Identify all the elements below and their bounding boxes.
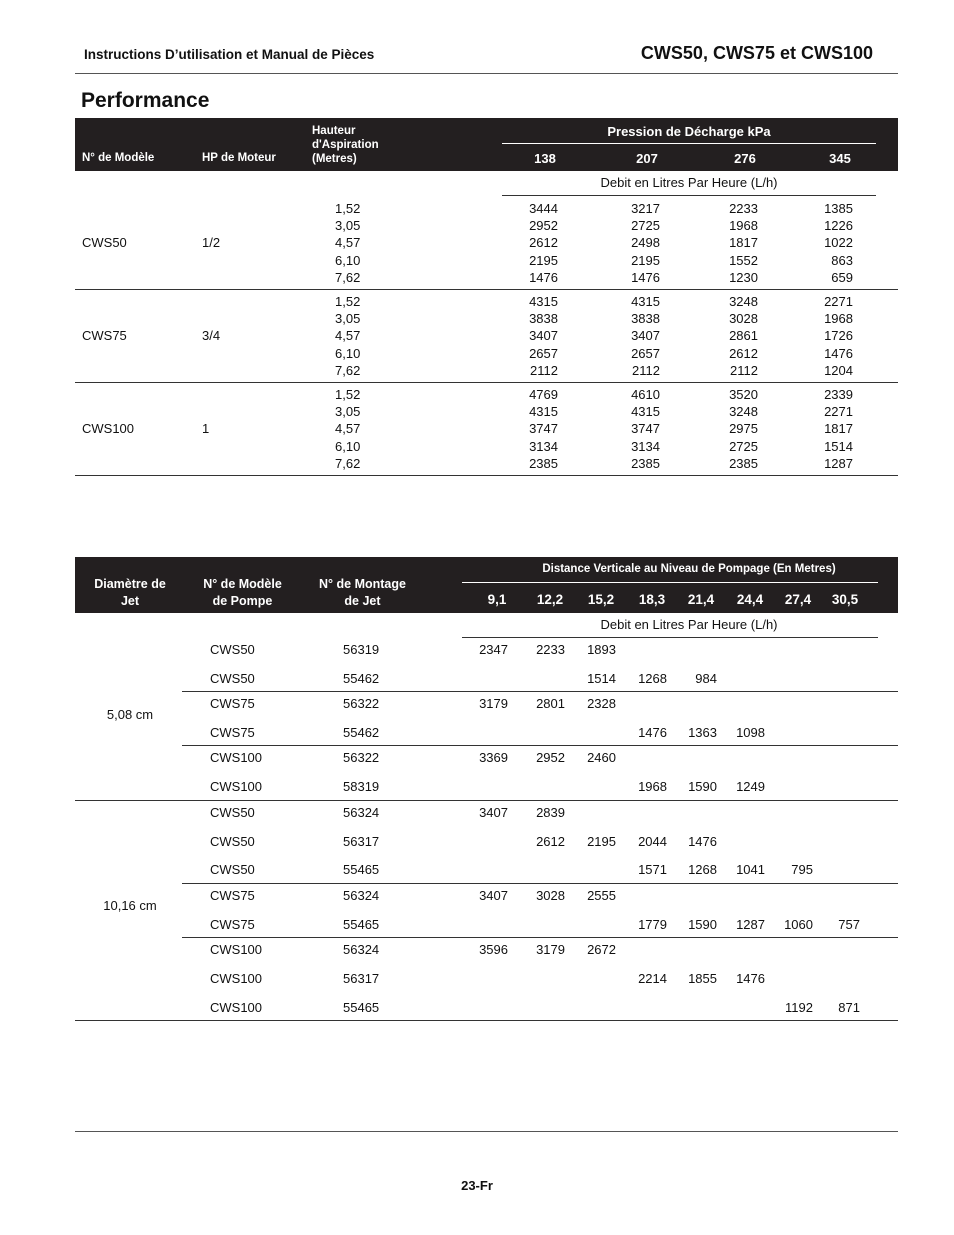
jet-mount: 55465 bbox=[343, 862, 380, 878]
flow-value: 863 bbox=[831, 252, 853, 268]
flow-value: 1726 bbox=[824, 328, 853, 344]
flow-value: 3407 bbox=[479, 804, 508, 820]
flow-value: 795 bbox=[791, 862, 813, 878]
flow-value: 3520 bbox=[729, 387, 758, 402]
flow-value: 1779 bbox=[638, 916, 667, 932]
flow-value: 2271 bbox=[824, 294, 853, 309]
motor-hp: 1/2 bbox=[202, 235, 221, 251]
pump-model: CWS75 bbox=[210, 887, 255, 903]
jet-mount: 55462 bbox=[343, 670, 380, 686]
group-rule bbox=[75, 289, 898, 290]
model-group-rule bbox=[182, 883, 898, 884]
flow-value: 1249 bbox=[736, 779, 765, 795]
column-header-suction: Hauteur bbox=[312, 125, 356, 137]
flow-value: 871 bbox=[838, 999, 860, 1015]
suction-value: 1,52 bbox=[335, 387, 361, 402]
flow-value: 2195 bbox=[631, 252, 660, 268]
flow-value: 1204 bbox=[824, 362, 853, 378]
flow-value: 2839 bbox=[536, 804, 565, 820]
pump-model: CWS100 bbox=[210, 970, 263, 986]
flow-value: 1476 bbox=[529, 269, 558, 285]
pump-model: CWS100 bbox=[210, 750, 263, 766]
flow-value: 2801 bbox=[536, 696, 565, 712]
flow-value: 3596 bbox=[479, 941, 508, 957]
flow-value: 1855 bbox=[688, 970, 717, 986]
flow-value: 1817 bbox=[824, 421, 853, 437]
pump-model: CWS50 bbox=[210, 833, 255, 849]
distance-column-header: 9,1 bbox=[487, 592, 507, 607]
jet-mount: 56317 bbox=[343, 970, 380, 986]
flow-value: 1041 bbox=[736, 862, 765, 878]
pressure-header: Pression de Décharge kPa bbox=[607, 124, 771, 139]
suction-value: 4,57 bbox=[335, 328, 361, 344]
model-name: CWS50 bbox=[82, 235, 127, 251]
pump-model: CWS50 bbox=[210, 804, 255, 820]
jet-mount: 55465 bbox=[343, 999, 380, 1015]
flow-value: 2233 bbox=[536, 642, 565, 657]
column-header-suction: d'Aspiration bbox=[312, 139, 379, 151]
suction-value: 4,57 bbox=[335, 235, 361, 251]
flow-value: 1363 bbox=[688, 725, 717, 741]
flow-value: 1226 bbox=[824, 218, 853, 234]
suction-value: 7,62 bbox=[335, 455, 361, 471]
flow-value: 2195 bbox=[587, 833, 616, 849]
suction-value: 3,05 bbox=[335, 218, 361, 234]
column-header-suction: (Metres) bbox=[312, 153, 357, 165]
flow-value: 2657 bbox=[631, 345, 660, 361]
motor-hp: 1 bbox=[202, 421, 210, 437]
jet-mount: 56319 bbox=[343, 642, 380, 657]
jet-mount: 55465 bbox=[343, 916, 380, 932]
flow-value: 2112 bbox=[730, 362, 758, 378]
flow-value: 2214 bbox=[638, 970, 667, 986]
pressure-column-header: 207 bbox=[636, 151, 658, 166]
flow-value: 1060 bbox=[784, 916, 813, 932]
flow-value: 1590 bbox=[688, 779, 717, 795]
flow-value: 2460 bbox=[587, 750, 616, 766]
flow-value: 4315 bbox=[529, 404, 558, 420]
section-rule bbox=[75, 1020, 898, 1021]
pressure-column-header: 138 bbox=[534, 151, 556, 166]
jet-mount: 56322 bbox=[343, 696, 380, 712]
flow-value: 2725 bbox=[729, 438, 758, 454]
flow-value: 3248 bbox=[729, 404, 758, 420]
flow-value: 3407 bbox=[631, 328, 660, 344]
flow-value: 1098 bbox=[736, 725, 765, 741]
flow-value: 2112 bbox=[632, 362, 660, 378]
suction-value: 7,62 bbox=[335, 269, 361, 285]
flow-value: 757 bbox=[838, 916, 860, 932]
flow-value: 2339 bbox=[824, 387, 853, 402]
jet-mount: 56324 bbox=[343, 804, 380, 820]
column-header-pump-model: N° de Modèle bbox=[203, 577, 282, 591]
jet-mount: 55462 bbox=[343, 725, 380, 741]
flow-value: 3369 bbox=[479, 750, 508, 766]
flow-value: 4769 bbox=[529, 387, 558, 402]
suction-value: 3,05 bbox=[335, 404, 361, 420]
flow-label-rule bbox=[462, 637, 878, 638]
group-rule bbox=[75, 475, 898, 476]
pump-model: CWS50 bbox=[210, 642, 255, 657]
flow-value: 3407 bbox=[479, 887, 508, 903]
pump-model: CWS75 bbox=[210, 725, 255, 741]
column-header-jet: Diamètre de bbox=[94, 577, 166, 591]
flow-value: 2672 bbox=[587, 941, 616, 957]
model-group-rule bbox=[182, 937, 898, 938]
pump-model: CWS50 bbox=[210, 670, 255, 686]
flow-value: 3407 bbox=[529, 328, 558, 344]
flow-value: 2385 bbox=[631, 455, 660, 471]
section-rule bbox=[75, 800, 898, 801]
jet-mount: 56317 bbox=[343, 833, 380, 849]
suction-value: 6,10 bbox=[335, 345, 361, 361]
flow-value: 1192 bbox=[785, 999, 813, 1015]
flow-label: Debit en Litres Par Heure (L/h) bbox=[600, 617, 778, 632]
pump-model: CWS100 bbox=[210, 941, 263, 957]
footer-rule bbox=[75, 1131, 898, 1132]
suction-value: 6,10 bbox=[335, 438, 361, 454]
flow-value: 1476 bbox=[638, 725, 667, 741]
flow-value: 1476 bbox=[736, 970, 765, 986]
column-header-jet-mount: de Jet bbox=[344, 594, 381, 608]
column-header-hp: HP de Moteur bbox=[202, 152, 276, 164]
pump-model: CWS75 bbox=[210, 916, 255, 932]
distance-column-header: 21,4 bbox=[687, 592, 715, 607]
flow-value: 2385 bbox=[529, 455, 558, 471]
distance-column-header: 15,2 bbox=[587, 592, 615, 607]
header-divider bbox=[502, 143, 876, 144]
flow-value: 3179 bbox=[536, 941, 565, 957]
distance-column-header: 24,4 bbox=[736, 592, 764, 607]
page-number: 23-Fr bbox=[461, 1178, 493, 1193]
suction-value: 1,52 bbox=[335, 294, 361, 309]
flow-value: 4315 bbox=[529, 294, 558, 309]
flow-value: 1893 bbox=[587, 642, 616, 657]
flow-value: 2725 bbox=[631, 218, 660, 234]
column-header-pump-model: de Pompe bbox=[212, 594, 273, 608]
document-header-left: Instructions D’utilisation et Manual de Pièces bbox=[84, 47, 375, 62]
pump-model: CWS100 bbox=[210, 999, 263, 1015]
flow-value: 2952 bbox=[529, 218, 558, 234]
flow-value: 2612 bbox=[536, 833, 565, 849]
column-header-model: N° de Modèle bbox=[82, 152, 155, 164]
flow-value: 1268 bbox=[688, 862, 717, 878]
flow-value: 3217 bbox=[631, 201, 660, 216]
flow-value: 3747 bbox=[631, 421, 660, 437]
flow-label-rule bbox=[502, 195, 876, 196]
flow-value: 4315 bbox=[631, 294, 660, 309]
flow-value: 2861 bbox=[729, 328, 758, 344]
flow-value: 1590 bbox=[688, 916, 717, 932]
flow-value: 3134 bbox=[529, 438, 558, 454]
flow-value: 4610 bbox=[631, 387, 660, 402]
suction-value: 3,05 bbox=[335, 311, 361, 327]
flow-value: 2271 bbox=[824, 404, 853, 420]
header-rule bbox=[75, 73, 898, 74]
flow-value: 659 bbox=[831, 269, 853, 285]
flow-value: 3134 bbox=[631, 438, 660, 454]
distance-column-header: 12,2 bbox=[536, 592, 564, 607]
model-name: CWS100 bbox=[82, 421, 135, 437]
group-rule bbox=[75, 382, 898, 383]
flow-value: 2657 bbox=[529, 345, 558, 361]
model-group-rule bbox=[182, 745, 898, 746]
flow-value: 2612 bbox=[529, 235, 558, 251]
flow-value: 1268 bbox=[638, 670, 667, 686]
jet-mount: 56324 bbox=[343, 941, 380, 957]
flow-value: 2975 bbox=[729, 421, 758, 437]
flow-value: 3747 bbox=[529, 421, 558, 437]
flow-value: 2385 bbox=[729, 455, 758, 471]
flow-value: 3838 bbox=[631, 311, 660, 327]
column-header-jet: Jet bbox=[120, 594, 140, 608]
pressure-column-header: 345 bbox=[829, 151, 851, 166]
model-group-rule bbox=[182, 691, 898, 692]
pressure-column-header: 276 bbox=[734, 151, 756, 166]
pump-model: CWS50 bbox=[210, 862, 255, 878]
flow-value: 2498 bbox=[631, 235, 660, 251]
flow-value: 1476 bbox=[824, 345, 853, 361]
distance-column-header: 27,4 bbox=[784, 592, 812, 607]
suction-value: 4,57 bbox=[335, 421, 361, 437]
flow-value: 1514 bbox=[824, 438, 853, 454]
page-title: Performance bbox=[81, 89, 210, 112]
flow-value: 3248 bbox=[729, 294, 758, 309]
jet-mount: 56322 bbox=[343, 750, 380, 766]
flow-value: 2233 bbox=[729, 201, 758, 216]
flow-value: 2328 bbox=[587, 696, 616, 712]
flow-value: 2112 bbox=[530, 362, 558, 378]
flow-value: 2952 bbox=[536, 750, 565, 766]
pump-model: CWS75 bbox=[210, 696, 255, 712]
flow-value: 1287 bbox=[824, 455, 853, 471]
flow-value: 2195 bbox=[529, 252, 558, 268]
flow-value: 2347 bbox=[479, 642, 508, 657]
flow-value: 1022 bbox=[824, 235, 853, 251]
jet-mount: 58319 bbox=[343, 779, 380, 795]
flow-value: 984 bbox=[695, 670, 717, 686]
flow-value: 2044 bbox=[638, 833, 667, 849]
flow-value: 2612 bbox=[729, 345, 758, 361]
flow-value: 1230 bbox=[729, 269, 758, 285]
flow-value: 1817 bbox=[729, 235, 758, 251]
flow-label: Debit en Litres Par Heure (L/h) bbox=[600, 175, 778, 190]
jet-diameter: 10,16 cm bbox=[103, 898, 157, 914]
column-header-jet-mount: N° de Montage bbox=[319, 577, 406, 591]
suction-value: 6,10 bbox=[335, 252, 361, 268]
suction-value: 1,52 bbox=[335, 201, 361, 216]
flow-value: 1287 bbox=[736, 916, 765, 932]
flow-value: 1571 bbox=[638, 862, 667, 878]
flow-value: 1968 bbox=[638, 779, 667, 795]
flow-value: 4315 bbox=[631, 404, 660, 420]
suction-value: 7,62 bbox=[335, 362, 361, 378]
flow-value: 1968 bbox=[824, 311, 853, 327]
flow-value: 1476 bbox=[631, 269, 660, 285]
jet-diameter: 5,08 cm bbox=[106, 706, 154, 722]
model-name: CWS75 bbox=[82, 328, 127, 344]
flow-value: 2555 bbox=[587, 887, 616, 903]
flow-value: 3444 bbox=[529, 201, 558, 216]
pump-model: CWS100 bbox=[210, 779, 263, 795]
flow-value: 3028 bbox=[536, 887, 565, 903]
flow-value: 3028 bbox=[729, 311, 758, 327]
motor-hp: 3/4 bbox=[202, 328, 221, 344]
flow-value: 1385 bbox=[824, 201, 853, 216]
flow-value: 1968 bbox=[729, 218, 758, 234]
flow-value: 1514 bbox=[587, 670, 616, 686]
distance-column-header: 30,5 bbox=[831, 592, 859, 607]
document-header-right: CWS50, CWS75 et CWS100 bbox=[640, 43, 873, 63]
flow-value: 3179 bbox=[479, 696, 508, 712]
header-divider bbox=[462, 582, 878, 583]
flow-value: 3838 bbox=[529, 311, 558, 327]
distance-header: Distance Verticale au Niveau de Pompage (En Metres) bbox=[542, 563, 836, 575]
jet-mount: 56324 bbox=[343, 887, 380, 903]
flow-value: 1552 bbox=[729, 252, 758, 268]
flow-value: 1476 bbox=[688, 833, 717, 849]
distance-column-header: 18,3 bbox=[638, 592, 666, 607]
